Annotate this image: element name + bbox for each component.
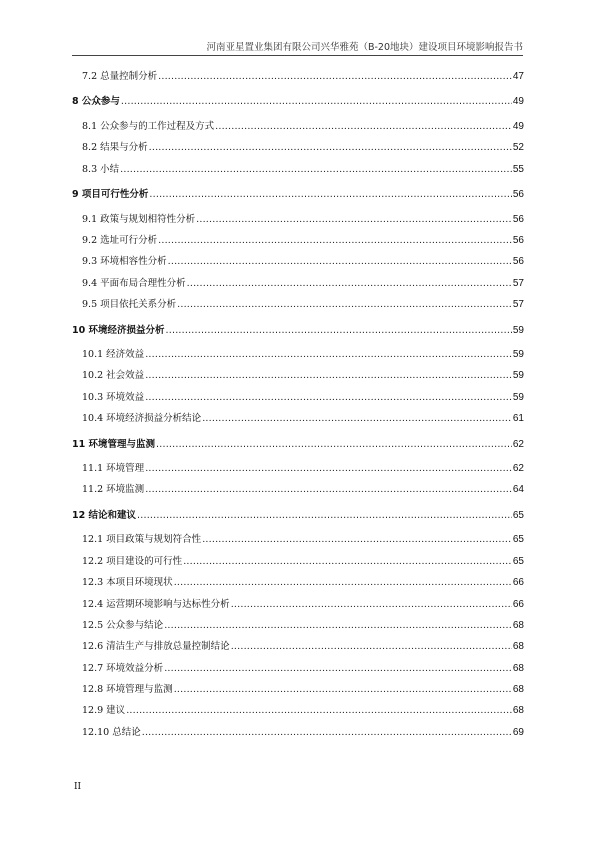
dot-leader — [164, 620, 512, 631]
toc-entry-page: 56 — [512, 234, 524, 246]
toc-section-entry[interactable] — [72, 531, 524, 552]
toc-entry-page: 68 — [512, 662, 524, 674]
toc-entry-page: 57 — [512, 299, 524, 311]
toc-entry-title: 12.6 清洁生产与排放总量控制结论 — [82, 641, 230, 653]
toc-section-entry[interactable] — [72, 161, 524, 182]
dot-leader — [168, 256, 512, 267]
toc-section-entry[interactable] — [72, 702, 524, 723]
toc-entry-page: 49 — [512, 96, 524, 108]
dot-leader — [120, 164, 512, 175]
toc-entry-title: 9.5 项目依托关系分析 — [82, 299, 177, 311]
dot-leader — [231, 641, 512, 652]
toc-entry-page: 64 — [512, 484, 524, 496]
toc-entry-page: 68 — [512, 684, 524, 696]
toc-section-entry[interactable] — [72, 481, 524, 502]
toc-section-entry[interactable] — [72, 460, 524, 481]
toc-entry-title: 10.4 环境经济损益分析结论 — [82, 413, 202, 425]
toc-entry-page: 49 — [512, 120, 524, 132]
toc-section-entry[interactable] — [72, 660, 524, 681]
toc-entry-page: 62 — [512, 438, 524, 450]
toc-entry-page: 56 — [512, 213, 524, 225]
toc-entry-title: 10 环境经济损益分析 — [72, 324, 165, 336]
toc-entry-title: 11.1 环境管理 — [82, 463, 145, 475]
toc-entry-title: 12.2 项目建设的可行性 — [82, 555, 183, 567]
toc-entry-title: 12.3 本项目环境现状 — [82, 577, 173, 589]
toc-entry-title: 12 结论和建议 — [72, 509, 137, 521]
toc-section-entry[interactable] — [72, 724, 524, 745]
dot-leader — [121, 96, 512, 107]
toc-section-entry[interactable] — [72, 410, 524, 431]
toc-section-entry[interactable] — [72, 638, 524, 659]
dot-leader — [177, 299, 512, 310]
toc-section-entry[interactable] — [72, 346, 524, 367]
toc-entry-page: 59 — [512, 324, 524, 336]
toc-entry-page: 66 — [512, 577, 524, 589]
toc-entry-title: 12.8 环境管理与监测 — [82, 684, 173, 696]
toc-section-entry[interactable] — [72, 275, 524, 296]
toc-entry-title: 8.3 小结 — [82, 163, 120, 175]
dot-leader — [158, 71, 512, 82]
toc-entry-page: 65 — [512, 555, 524, 567]
toc-entry-page: 55 — [512, 163, 524, 175]
dot-leader — [174, 577, 512, 588]
toc-entry-page: 56 — [512, 256, 524, 268]
dot-leader — [145, 392, 512, 403]
table-of-contents — [72, 68, 524, 745]
toc-entry-page: 59 — [512, 391, 524, 403]
toc-section-entry[interactable] — [72, 681, 524, 702]
toc-section-entry[interactable] — [72, 68, 524, 89]
toc-entry-title: 9 项目可行性分析 — [72, 189, 149, 201]
dot-leader — [142, 727, 512, 738]
toc-section-entry[interactable] — [72, 139, 524, 160]
toc-entry-page: 56 — [512, 189, 524, 201]
toc-entry-title: 9.3 环境相容性分析 — [82, 256, 167, 268]
dot-leader — [126, 705, 512, 716]
toc-entry-title: 7.2 总量控制分析 — [82, 71, 158, 82]
toc-section-entry[interactable] — [72, 617, 524, 638]
toc-entry-title: 12.5 公众参与结论 — [82, 619, 164, 631]
dot-leader — [145, 349, 512, 360]
toc-chapter-entry[interactable] — [72, 436, 524, 461]
toc-entry-page: 69 — [512, 726, 524, 738]
toc-entry-title: 11 环境管理与监测 — [72, 438, 156, 450]
toc-entry-page: 52 — [512, 142, 524, 154]
toc-section-entry[interactable] — [72, 553, 524, 574]
toc-section-entry[interactable] — [72, 574, 524, 595]
toc-entry-page: 68 — [512, 619, 524, 631]
toc-entry-page: 61 — [512, 413, 524, 425]
toc-section-entry[interactable] — [72, 211, 524, 232]
dot-leader — [156, 439, 512, 450]
toc-entry-title: 10.2 社会效益 — [82, 370, 145, 382]
dot-leader — [196, 214, 512, 225]
toc-entry-page: 57 — [512, 277, 524, 289]
running-header: 河南亚星置业集团有限公司兴华雅苑（B-20地块）建设项目环境影响报告书 — [206, 42, 523, 53]
dot-leader — [215, 121, 512, 132]
toc-section-entry[interactable] — [72, 367, 524, 388]
dot-leader — [202, 534, 512, 545]
toc-entry-title: 12.9 建议 — [82, 705, 126, 717]
toc-entry-page: 59 — [512, 349, 524, 361]
toc-entry-page: 65 — [512, 534, 524, 546]
toc-entry-page: 66 — [512, 598, 524, 610]
dot-leader — [231, 599, 512, 610]
toc-entry-title: 8 公众参与 — [72, 96, 120, 108]
dot-leader — [145, 484, 512, 495]
dot-leader — [145, 370, 512, 381]
page-number: II — [74, 782, 82, 792]
toc-chapter-entry[interactable] — [72, 322, 524, 347]
toc-entry-title: 10.1 经济效益 — [82, 349, 145, 361]
toc-entry-title: 12.4 运营期环境影响与达标性分析 — [82, 598, 230, 610]
toc-entry-page: 65 — [512, 509, 524, 521]
toc-entry-title: 12.7 环境效益分析 — [82, 662, 164, 674]
dot-leader — [164, 663, 512, 674]
toc-chapter-entry[interactable] — [72, 186, 524, 211]
toc-entry-page: 68 — [512, 705, 524, 717]
header-divider — [72, 55, 523, 56]
dot-leader — [183, 556, 512, 567]
dot-leader — [137, 510, 512, 521]
dot-leader — [174, 684, 512, 695]
toc-entry-page: 47 — [512, 71, 524, 82]
toc-section-entry[interactable] — [72, 389, 524, 410]
toc-entry-page: 68 — [512, 641, 524, 653]
toc-chapter-entry[interactable] — [72, 507, 524, 532]
toc-entry-title: 9.2 选址可行分析 — [82, 234, 158, 246]
toc-section-entry[interactable] — [72, 253, 524, 274]
dot-leader — [187, 278, 512, 289]
toc-section-entry[interactable] — [72, 596, 524, 617]
toc-entry-title: 8.2 结果与分析 — [82, 142, 148, 154]
toc-chapter-entry[interactable] — [72, 93, 524, 118]
dot-leader — [166, 325, 512, 336]
toc-entry-title: 9.1 政策与规划相符性分析 — [82, 213, 196, 225]
toc-entry-title: 8.1 公众参与的工作过程及方式 — [82, 120, 215, 132]
toc-section-entry[interactable] — [72, 118, 524, 139]
toc-entry-title: 12.1 项目政策与规划符合性 — [82, 534, 202, 546]
toc-entry-title: 12.10 总结论 — [82, 726, 141, 738]
dot-leader — [145, 463, 512, 474]
dot-leader — [149, 142, 512, 153]
toc-section-entry[interactable] — [72, 232, 524, 253]
toc-entry-title: 9.4 平面布局合理性分析 — [82, 277, 186, 289]
toc-section-entry[interactable] — [72, 296, 524, 317]
dot-leader — [202, 413, 512, 424]
toc-entry-page: 62 — [512, 463, 524, 475]
toc-entry-title: 10.3 环境效益 — [82, 391, 145, 403]
dot-leader — [149, 189, 511, 200]
toc-entry-title: 11.2 环境监测 — [82, 484, 145, 496]
dot-leader — [158, 235, 512, 246]
toc-entry-page: 59 — [512, 370, 524, 382]
